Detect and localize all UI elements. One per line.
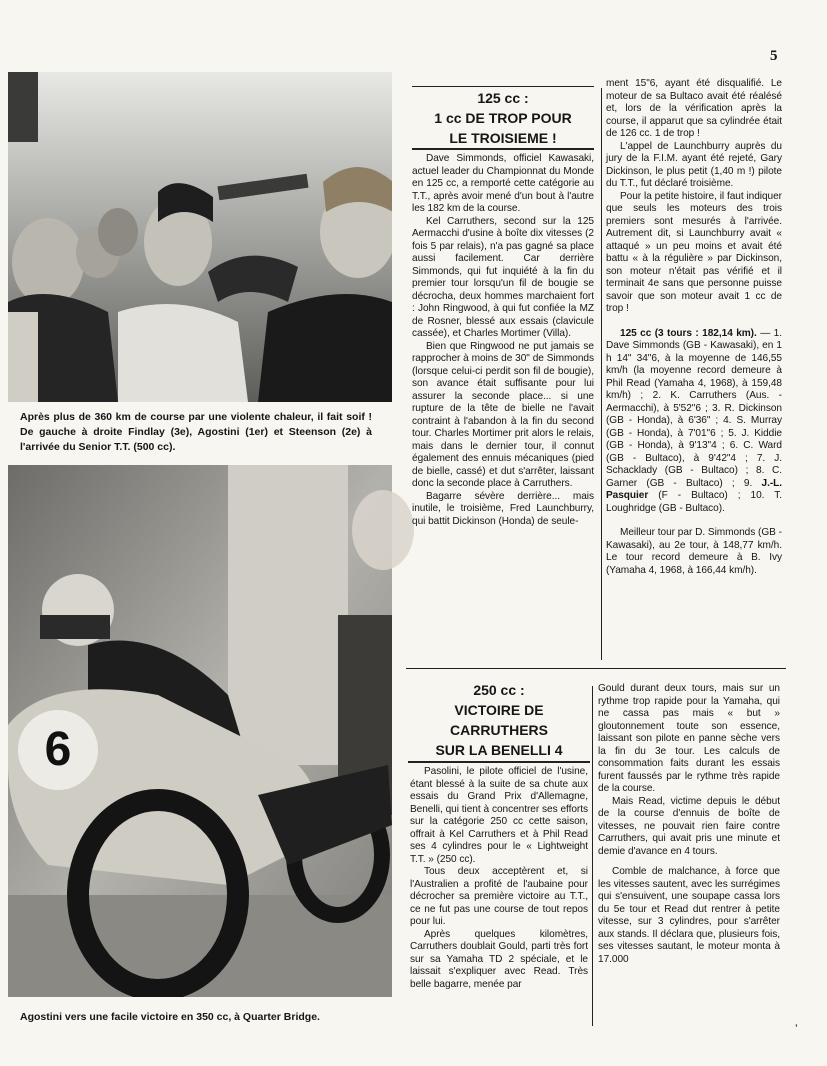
article-250-col2: Gould durant deux tours, mais sur un rythme trop rapide pour la Yamaha, qui ne cassa pas mais « but » gloutonnement toute son essence, laissant son pilote en panne sèche vers la fin du 3e tour. Les calculs de consommation faits durant les essais furent faussés par le rythme très rapide de la course. Mais Read, victime depuis le début de la course d'ennuis de boîte de vitesses, ne pouvait rien faire contre Carruthers, qui avait pris une minute et demie d'avance en 4 tours. Comble de malchance, à force que les vitesses sautent, avec les surrégimes qui s'ensuivent, une soupape cassa lors du 5e tour et Read dut rentrer à petite vitesse, sur 3 cylindres, pour s'arrêter aux stands. Il déclara que, plusieurs fois, ses vitesses sautant, le moteur monta à 17.000 [598, 683, 780, 965]
results-heading: 125 cc (3 tours : 182,14 km). [620, 327, 757, 339]
corner-mark: ʼ [795, 1022, 798, 1036]
heading-rule-top-125 [412, 86, 594, 87]
column-rule-125 [601, 88, 602, 660]
article-125-col2: ment 15"6, ayant été disqualifié. Le moteur de sa Bultaco avait été réalésé et, lors de la vérification après la course, il apparut que sa cylindrée était de 126 cc. 1 de trop ! L'appel de Launchburry auprès du jury de la F.I.M. ayant été rejeté, Gary Dickinson, le plus petit (1,40 m !) pilote du T.T., fut déclaré troisième. Pour la petite histoire, il faut indiquer que seuls les moteurs des trois premiers sont mesurés à l'arrivée. Autrement dit, si Launchburry avait « attaqué » un peu moins et avait été battu « à la régulière » par Dickinson, son moteur n'était pas vérifié et il terminait 4e sans que personne puisse savoir que son moteur avait 1 cc de trop ! 125 cc (3 tours : 182,14 km). — 1. Dave Simmonds (GB - Kawasaki), en 1 h 14" 34"6, à la moyenne de 146,55 km/h (la moyenne record demeure à Phil Read (Yamaha 4, 1968), à 159,48 km/h) ; 2. K. Carruthers (Aus. - Aermacchi), à 5'52"6 ; 3. R. Dickinson (GB - Honda), à 6'36" ; 4. S. Murray (GB - Honda), à 7'01"6 ; 5. J. Kiddie (GB - Honda), à 9'13"4 ; 6. C. Ward (GB - Bultaco), à 9'42"4 ; 7. J. Schacklady (GB - Bultaco) ; 8. C. Garner (GB - Bultaco) ; 9. J.-L. Pasquier (F - Bultaco) ; 10. T. Loughridge (GB - Bultaco). Meilleur tour par D. Simmonds (GB - Kawasaki), au 2e tour, à 148,77 km/h. Le tour record demeure à B. Ivy (Yamaha 4, 1968, à 166,44 km/h). [606, 78, 782, 576]
heading-rule-bottom-250 [408, 761, 590, 763]
number-plate-six: 6 [44, 723, 72, 776]
heading-125: 125 cc : 1 cc DE TROP POUR LE TROISIEME ! [434, 90, 572, 146]
photo-agostini-quarter-bridge [8, 465, 392, 997]
top-photo-caption: Après plus de 360 km de course par une violente chaleur, il fait soif ! De gauche à droite Findlay (3e), Agostini (1er) et Steenson (2e) à l'arrivée du Senior T.T. (500 cc). [20, 411, 372, 453]
article-250-col1: Pasolini, le pilote officiel de l'usine, étant blessé à la suite de sa chute aux essais du Grand Prix d'Allemagne, Benelli, qui tient à concentrer ses efforts sur la catégorie 250 cc cette saison, offrait à Kel Carruthers et à Phil Read ses 4 cylindres pour le « Lightweight T.T. » (250 cc). Tous deux acceptèrent et, si l'Australien a profité de l'aubaine pour décrocher sa première victoire au T.T., ce ne fut pas une course de tout repos pour lui. Après quelques kilomètres, Carruthers doublait Gould, parti très fort sur sa Yamaha TD 2 spéciale, et le laissait s'expliquer avec Read. Très belle bagarre, menée par [410, 766, 588, 990]
photo-podium-riders [8, 72, 392, 402]
heading-rule-bottom-125 [412, 148, 594, 150]
bottom-photo-caption: Agostini vers une facile victoire en 350 cc, à Quarter Bridge. [20, 1011, 320, 1023]
article-125-col1: Dave Simmonds, officiel Kawasaki, actuel leader du Championnat du Monde en 125 cc, a remporté cette catégorie au T.T., après avoir mené d'un bout à l'autre les 182 km de la course. Kel Carruthers, second sur la 125 Aermacchi d'usine à boîte dix vitesses (2 fois 5 par relais), n'a pas gagné sa place aussi facilement. Car derrière Simmonds, qui fut inquiété à la fin du premier tour lorsqu'un fil de bougie se décrocha, deux hommes marchaient fort : John Ringwood, à qui fut confiée la MZ de Rosner, blessé aux essais (clavicule cassée), et Charles Mortimer (Villa). Bien que Ringwood ne put jamais se rapprocher à moins de 30" de Simmonds (lorsque celui-ci perdit son fil de bougie), son avance était suffisante pour lui assurer la seconde place... si une rupture de la tête de bielle ne l'avait contraint à l'abandon à la fin du second tour. Charles Mortimer prit alors le relais, mais dans le dernier tour, il connut également des ennuis mécaniques (pied de bielle, cassé) et dut s'arrêter, laissant donc la seconde place à Carruthers. Bagarre sévère derrière... mais inutile, le troisième, Fred Launchburry, qui battit Dickinson (Honda) de seule- [412, 153, 594, 527]
rider-portrait-inset [352, 490, 414, 570]
section-divider [406, 668, 786, 669]
column-rule-250 [592, 686, 593, 1026]
heading-250: 250 cc : VICTOIRE DE CARRUTHERS SUR LA BENELLI 4 [435, 682, 563, 758]
page-number: 5 [770, 48, 778, 64]
